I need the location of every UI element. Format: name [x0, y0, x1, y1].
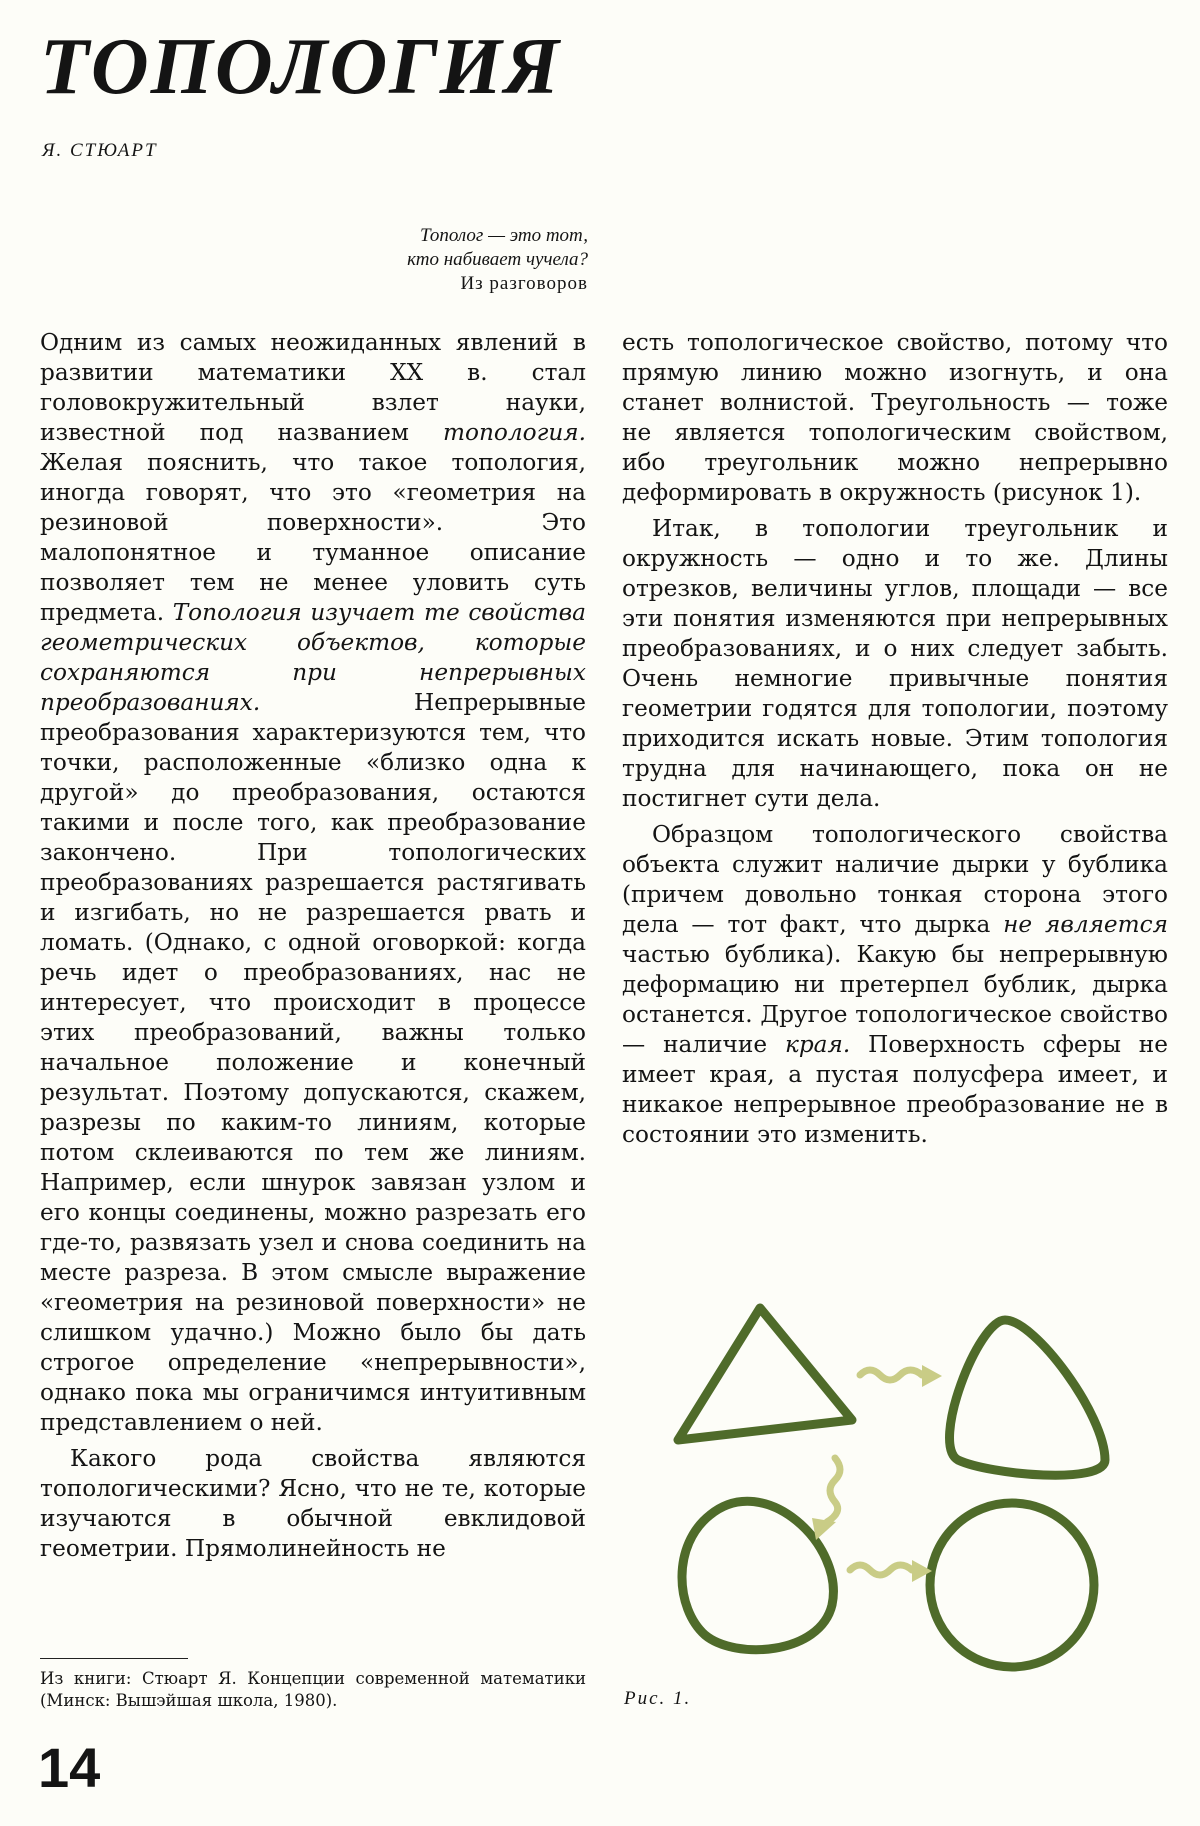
right-column — [622, 328, 1168, 1156]
wavy-arrow-right-top — [860, 1370, 922, 1380]
paragraph-text: Поверхность сферы не имеет края, а пустая полусфера имеет, и никакое непрерывное преобразование не в состоянии это изменить. — [622, 1031, 1168, 1148]
circle-shape — [930, 1503, 1094, 1667]
emphasis-term: топология. — [443, 419, 586, 446]
epigraph — [168, 224, 588, 296]
paragraph-text: Образцом топологического свойства объекта служит наличие дырки у бублика (причем довольно тонкая сторона этого дела — тот факт, что дырка — [622, 821, 1168, 938]
author-name: Я. СТЮАРТ — [42, 140, 158, 161]
rounded-circle-shape — [682, 1501, 833, 1649]
paragraph: Итак, в топологии треугольник и окружность — одно и то же. Длины отрезков, величины углов, площади — все эти понятия изменяются при непрерывных преобразованиях, и о них следует забыть. Очень немногие привычные понятия геометрии годятся для топологии, поэтому приходится искать новые. Этим топология трудна для начинающего, пока он не постигнет сути дела. — [622, 515, 1168, 812]
emphasis-definition: Топология изучает те свойства геометрических объектов, которые сохраняются при непрерывных преобразованиях. — [40, 599, 586, 716]
rounded-triangle-shape — [950, 1320, 1105, 1475]
footnote: Из книги: Стюарт Я. Концепции современной математики (Минск: Вышэйшая школа, 1980). — [40, 1669, 586, 1710]
paragraph: Какого рода свойства являются топологическими? Ясно, что не те, которые изучаются в обычной евклидовой геометрии. Прямолинейность не — [40, 1445, 586, 1562]
paragraph-text: Желая пояснить, что такое топология, иногда говорят, что это «геометрия на резиновой поверхности». Это малопонятное и туманное описание позволяет тем не менее уловить суть предмета. — [40, 449, 586, 626]
emphasis-term: края. — [784, 1031, 851, 1058]
wavy-arrow-right-bottom — [850, 1565, 912, 1575]
epigraph-source: Из разговоров — [460, 273, 588, 294]
paragraph — [40, 328, 586, 1438]
paragraph-text: Одним из самых неожиданных явлений в развитии математики XX в. стал головокружительный взлет науки, известной под названием — [40, 329, 586, 446]
paragraph: есть топологическое свойство, потому что прямую линию можно изогнуть, и она станет волнистой. Треугольность — тоже не является топологическим свойством, ибо треугольник можно непрерывно деформировать в окружность (рисунок 1). — [622, 329, 1168, 506]
footnote-divider — [40, 1658, 188, 1659]
epigraph-line-2: кто набивает чучела? — [407, 249, 588, 270]
article-title: ТОПОЛОГИЯ — [40, 23, 561, 111]
left-column — [40, 328, 586, 1570]
arrowhead-right-top — [922, 1365, 942, 1387]
figure-caption: Рис. 1. — [624, 1688, 692, 1709]
paragraph-text: Непрерывные преобразования характеризуются тем, что точки, расположенные «близко одна к другой» до преобразования, остаются такими и после того, как преобразование закончено. При топологических преобразованиях разрешается растягивать и изгибать, но не разрешается рвать и ломать. (Однако, с одной оговоркой: когда речь идет о преобразованиях, нас не интересует, что происходит в процессе этих преобразований, важны только начальное положение и конечный результат. Поэтому допускаются, скажем, разрезы по каким-то линиям, которые потом склеиваются по тем же линиям. Например, если шнурок завязан узлом и его концы соединены, можно разрезать его где-то, развязать узел и снова соединить на месте разреза. В этом смысле выражение «геометрия на резиновой поверхности» не слишком удачно.) Можно было бы дать строгое определение «непрерывности», однако пока мы ограничимся интуитивным представлением о ней. — [40, 689, 586, 1436]
epigraph-line-1: Тополог — это тот, — [420, 225, 588, 246]
page-number: 14 — [38, 1736, 101, 1799]
figure-1-topology-shapes — [660, 1290, 1130, 1680]
wavy-arrow-down — [827, 1458, 840, 1522]
paragraph-text: частью бублика). Какую бы непрерывную деформацию ни претерпел бублик, дырка останется. Другое топологическое свойство — наличие — [622, 941, 1168, 1058]
emphasis-phrase: не является — [1003, 911, 1168, 938]
triangle-shape — [678, 1308, 852, 1440]
paragraph — [622, 820, 1168, 1150]
